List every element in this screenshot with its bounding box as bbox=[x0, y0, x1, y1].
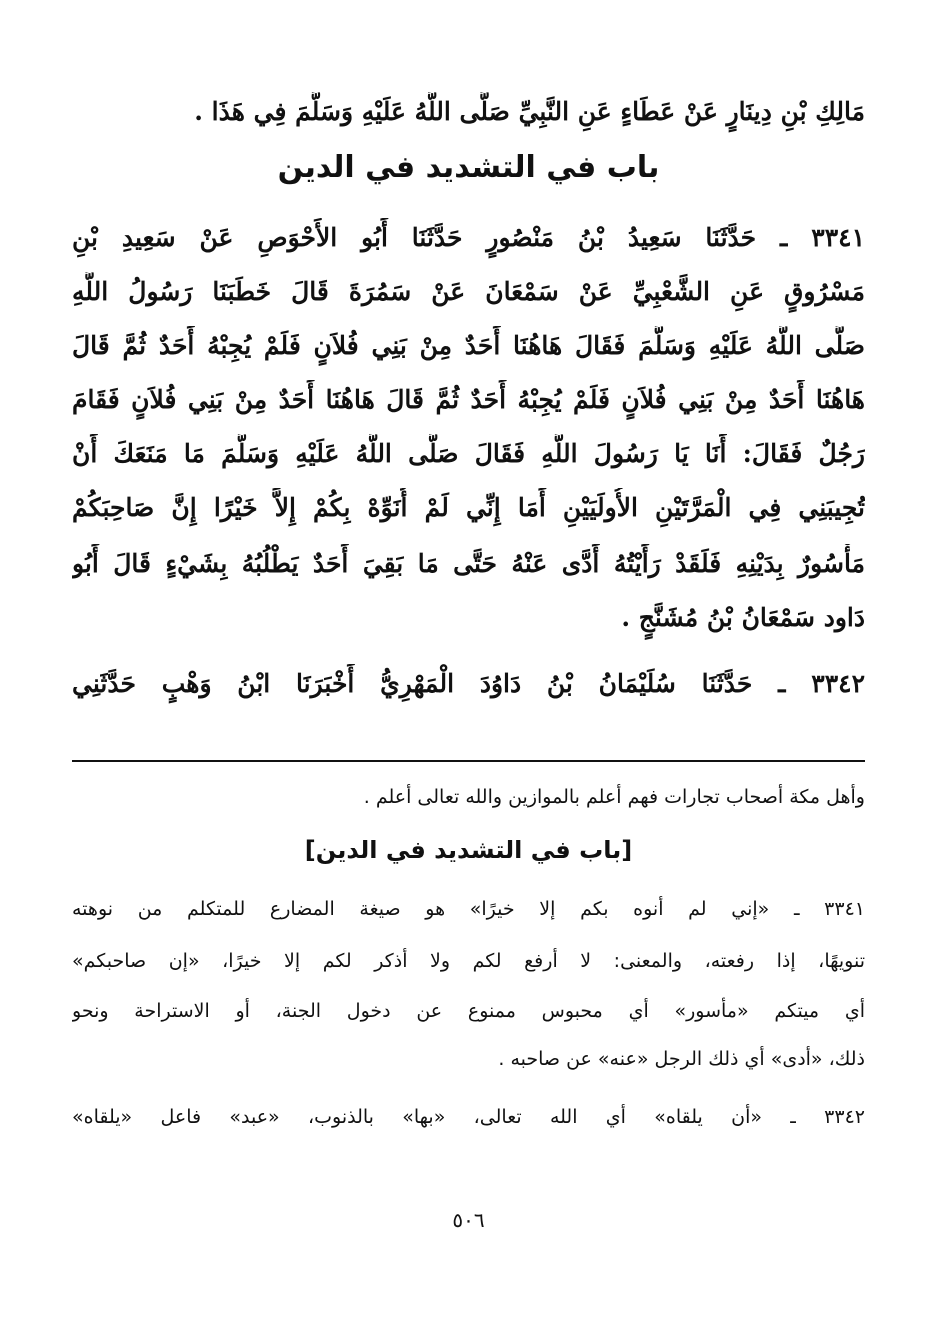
chapter-heading: باب في التشديد في الدين bbox=[277, 150, 660, 185]
hadith-3341-line-7: مَأْسُورٌ بِدَيْنِهِ فَلَقَدْ رَأَيْتُهُ أَدَّى عَنْهُ حَتَّى مَا بَقِيَ أَحَدٌ يَطْلُبُهُ بِشَيْءٍ قَالَ أَبُو bbox=[72, 549, 865, 578]
page-number: ٥٠٦ bbox=[452, 1208, 485, 1232]
hadith-3341-line-6: تُجِيبَنِي فِي الْمَرَّتَيْنِ الأُولَيَيْنِ أَمَا إِنِّي لَمْ أُنَوِّهْ بِكُمْ إِلاَّ خَيْرًا إِنَّ صَاحِبَكُمْ bbox=[72, 493, 865, 522]
note-3341-line-4: ذلك، «أدى» أي ذلك الرجل «عنه» عن صاحبه . bbox=[498, 1048, 865, 1070]
note-3341-line-1: ٣٣٤١ ـ «إني لم أنوه بكم إلا خيرًا» هو صيغة المضارع للمتكلم من نوهته bbox=[72, 898, 865, 920]
hadith-3341-line-5: رَجُلٌ فَقَالَ: أَنَا يَا رَسُولَ اللَّهِ فَقَالَ صَلَّى اللَّهُ عَلَيْهِ وَسَلَّمَ مَا مَنَعَكَ أَنْ bbox=[72, 439, 865, 468]
note-3342-line-1: ٣٣٤٢ ـ «أن يلقاه» أي الله تعالى، «بها» بالذنوب، «عبد» فاعل «يلقاه» bbox=[72, 1106, 865, 1128]
hadith-3341-line-4: هَاهُنَا أَحَدٌ مِنْ بَنِي فُلاَنٍ فَلَمْ يُجِبْهُ أَحَدٌ ثُمَّ قَالَ هَاهُنَا أَحَدٌ مِنْ بَنِي فُلاَنٍ فَقَامَ bbox=[72, 385, 865, 414]
hadith-3342-line-1: ٣٣٤٢ ـ حَدَّثَنَا سُلَيْمَانُ بْنُ دَاوُدَ الْمَهْرِيُّ أَخْبَرَنَا ابْنُ وَهْبٍ حَدَّثَنِي bbox=[72, 669, 865, 698]
note-3341-line-2: تنويهًا، إذا رفعته، والمعنى: لا أرفع لكم ولا أذكر لكم إلا خيرًا، «إن صاحبكم» bbox=[72, 950, 865, 972]
commentary-heading: [باب في التشديد في الدين] bbox=[304, 836, 633, 864]
commentary-opening-line: وأهل مكة أصحاب تجارات فهم أعلم بالموازين والله تعالى أعلم . bbox=[363, 786, 865, 808]
note-3341-line-3: أي ميتكم «مأسور» أي محبوس ممنوع عن دخول الجنة، أو الاستراحة ونحو bbox=[72, 1000, 865, 1022]
intro-line: مَالِكِ بْنِ دِينَارٍ عَنْ عَطَاءٍ عَنِ النَّبِيِّ صَلَّى اللَّهُ عَلَيْهِ وَسَلَّمَ فِي هَذَا . bbox=[194, 97, 865, 126]
hadith-3341-line-2: مَسْرُوقٍ عَنِ الشَّعْبِيِّ عَنْ سَمْعَانَ عَنْ سَمُرَةَ قَالَ خَطَبَنَا رَسُولُ اللَّهِ bbox=[72, 277, 865, 306]
hadith-3341-line-1: ٣٣٤١ ـ حَدَّثَنَا سَعِيدُ بْنُ مَنْصُورٍ حَدَّثَنَا أَبُو الأَحْوَصِ عَنْ سَعِيدِ بْنِ bbox=[72, 223, 865, 252]
hadith-3341-line-3: صَلَّى اللَّهُ عَلَيْهِ وَسَلَّمَ فَقَالَ هَاهُنَا أَحَدٌ مِنْ بَنِي فُلاَنٍ فَلَمْ يُجِبْهُ أَحَدٌ ثُمَّ قَالَ bbox=[72, 331, 865, 360]
hadith-3341-line-8: دَاود سَمْعَانُ بْنُ مُشَنَّجٍ . bbox=[621, 603, 865, 632]
footnote-divider bbox=[72, 760, 865, 762]
